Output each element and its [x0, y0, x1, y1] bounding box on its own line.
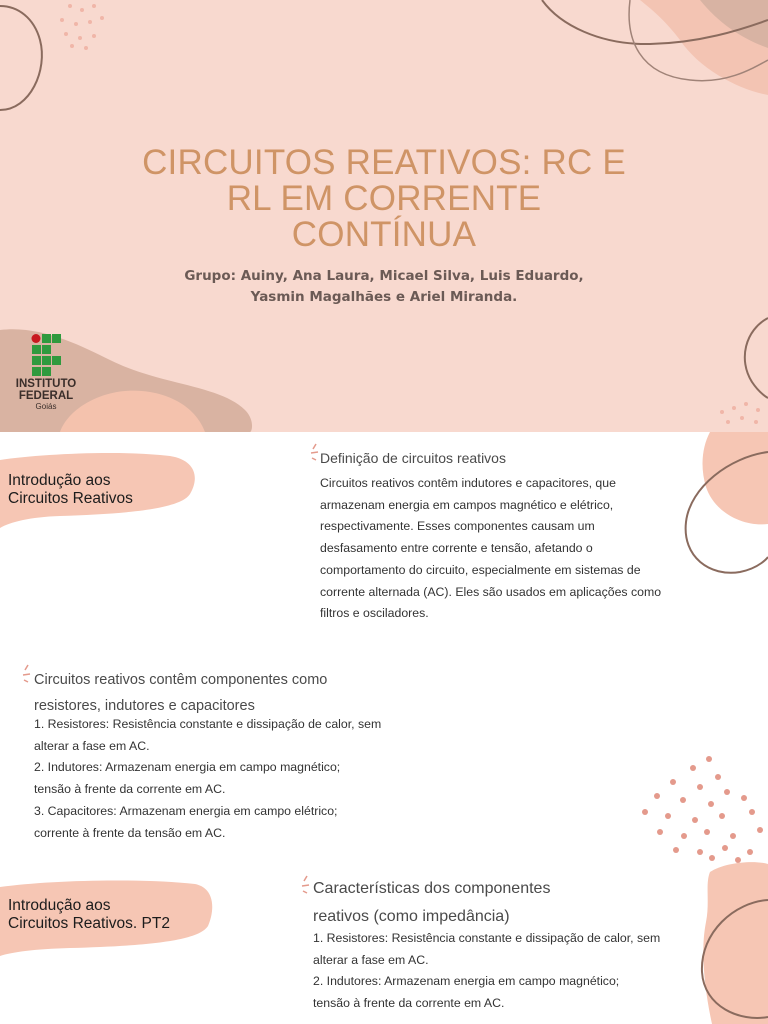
group-members — [110, 266, 658, 308]
instituto-federal-logo-icon — [10, 333, 80, 379]
section3-heading — [313, 875, 550, 931]
cover-slide — [0, 0, 768, 432]
body-line: 1. Resistores: Resistência constante e dissipação de calor, sem — [34, 717, 382, 731]
body-line: tensão à frente da corrente em AC. — [34, 782, 226, 797]
heading-line: Características dos componentes — [313, 880, 551, 897]
logo-line-2: FEDERAL — [18, 390, 74, 402]
section1-body — [320, 473, 661, 625]
section3-tag — [8, 897, 170, 933]
body-line: desfasamento entre corrente e tensão, afetando o — [320, 541, 593, 556]
section1-tag — [8, 472, 133, 508]
title-line: CONTÍNUA — [291, 215, 477, 254]
body-line: respectivamente. Esses componentes causam um — [320, 519, 595, 534]
logo-line-3: Goiás — [35, 402, 57, 411]
body-line: comportamento do circuito, especialmente em sistemas de — [320, 562, 641, 577]
title-line: RL EM CORRENTE — [226, 179, 542, 218]
body-line: corrente alternada (AC). Eles são usados em aplicações como — [320, 584, 662, 599]
body-line: alterar a fase em AC. — [34, 738, 150, 753]
section2-body — [34, 714, 381, 844]
body-line: alterar a fase em AC. — [313, 952, 429, 967]
dots-right — [642, 756, 763, 863]
body-line: 2. Indutores: Armazenam energia em campo magnético; — [313, 974, 620, 989]
body-line: 2. Indutores: Armazenam energia em campo magnético; — [34, 760, 341, 775]
body-line: tensão à frente da corrente em AC. — [313, 996, 505, 1011]
body-line: 1. Resistores: Resistência constante e dissipação de calor, sem — [313, 931, 661, 945]
tag-line: Introdução aos — [8, 897, 111, 914]
heading-line: Circuitos reativos contêm componentes como — [34, 672, 328, 688]
body-line: filtros e osciladores. — [320, 606, 429, 621]
body-line: corrente à frente da tensão em AC. — [34, 825, 226, 840]
section3-body — [313, 928, 660, 1015]
heading-line: reativos (como impedância) — [313, 908, 510, 925]
cover-title — [90, 145, 678, 253]
section1-heading: Definição de circuitos reativos — [320, 450, 506, 466]
logo-line-1: INSTITUTO — [15, 378, 77, 390]
logo-wordmark — [12, 378, 80, 411]
section2-heading — [34, 667, 327, 719]
body-line: Circuitos reativos contêm indutores e capacitores, que — [320, 476, 616, 490]
group-line: Yasmin Magalhães e Ariel Miranda. — [250, 289, 518, 305]
heading-line: resistores, indutores e capacitores — [34, 698, 255, 714]
title-line: CIRCUITOS REATIVOS: RC E — [142, 143, 626, 182]
dots-top-left — [60, 4, 104, 50]
content-slides — [0, 432, 768, 1024]
body-line: 3. Capacitores: Armazenam energia em campo elétrico; — [34, 803, 338, 818]
tag-line: Introdução aos — [8, 472, 111, 489]
group-line: Grupo: Auiny, Ana Laura, Micael Silva, Luis Eduardo, — [184, 268, 584, 284]
body-line: armazenam energia em campos magnético e elétrico, — [320, 497, 614, 512]
tag-line: Circuitos Reativos. PT2 — [8, 915, 170, 932]
tag-line: Circuitos Reativos — [8, 490, 133, 507]
